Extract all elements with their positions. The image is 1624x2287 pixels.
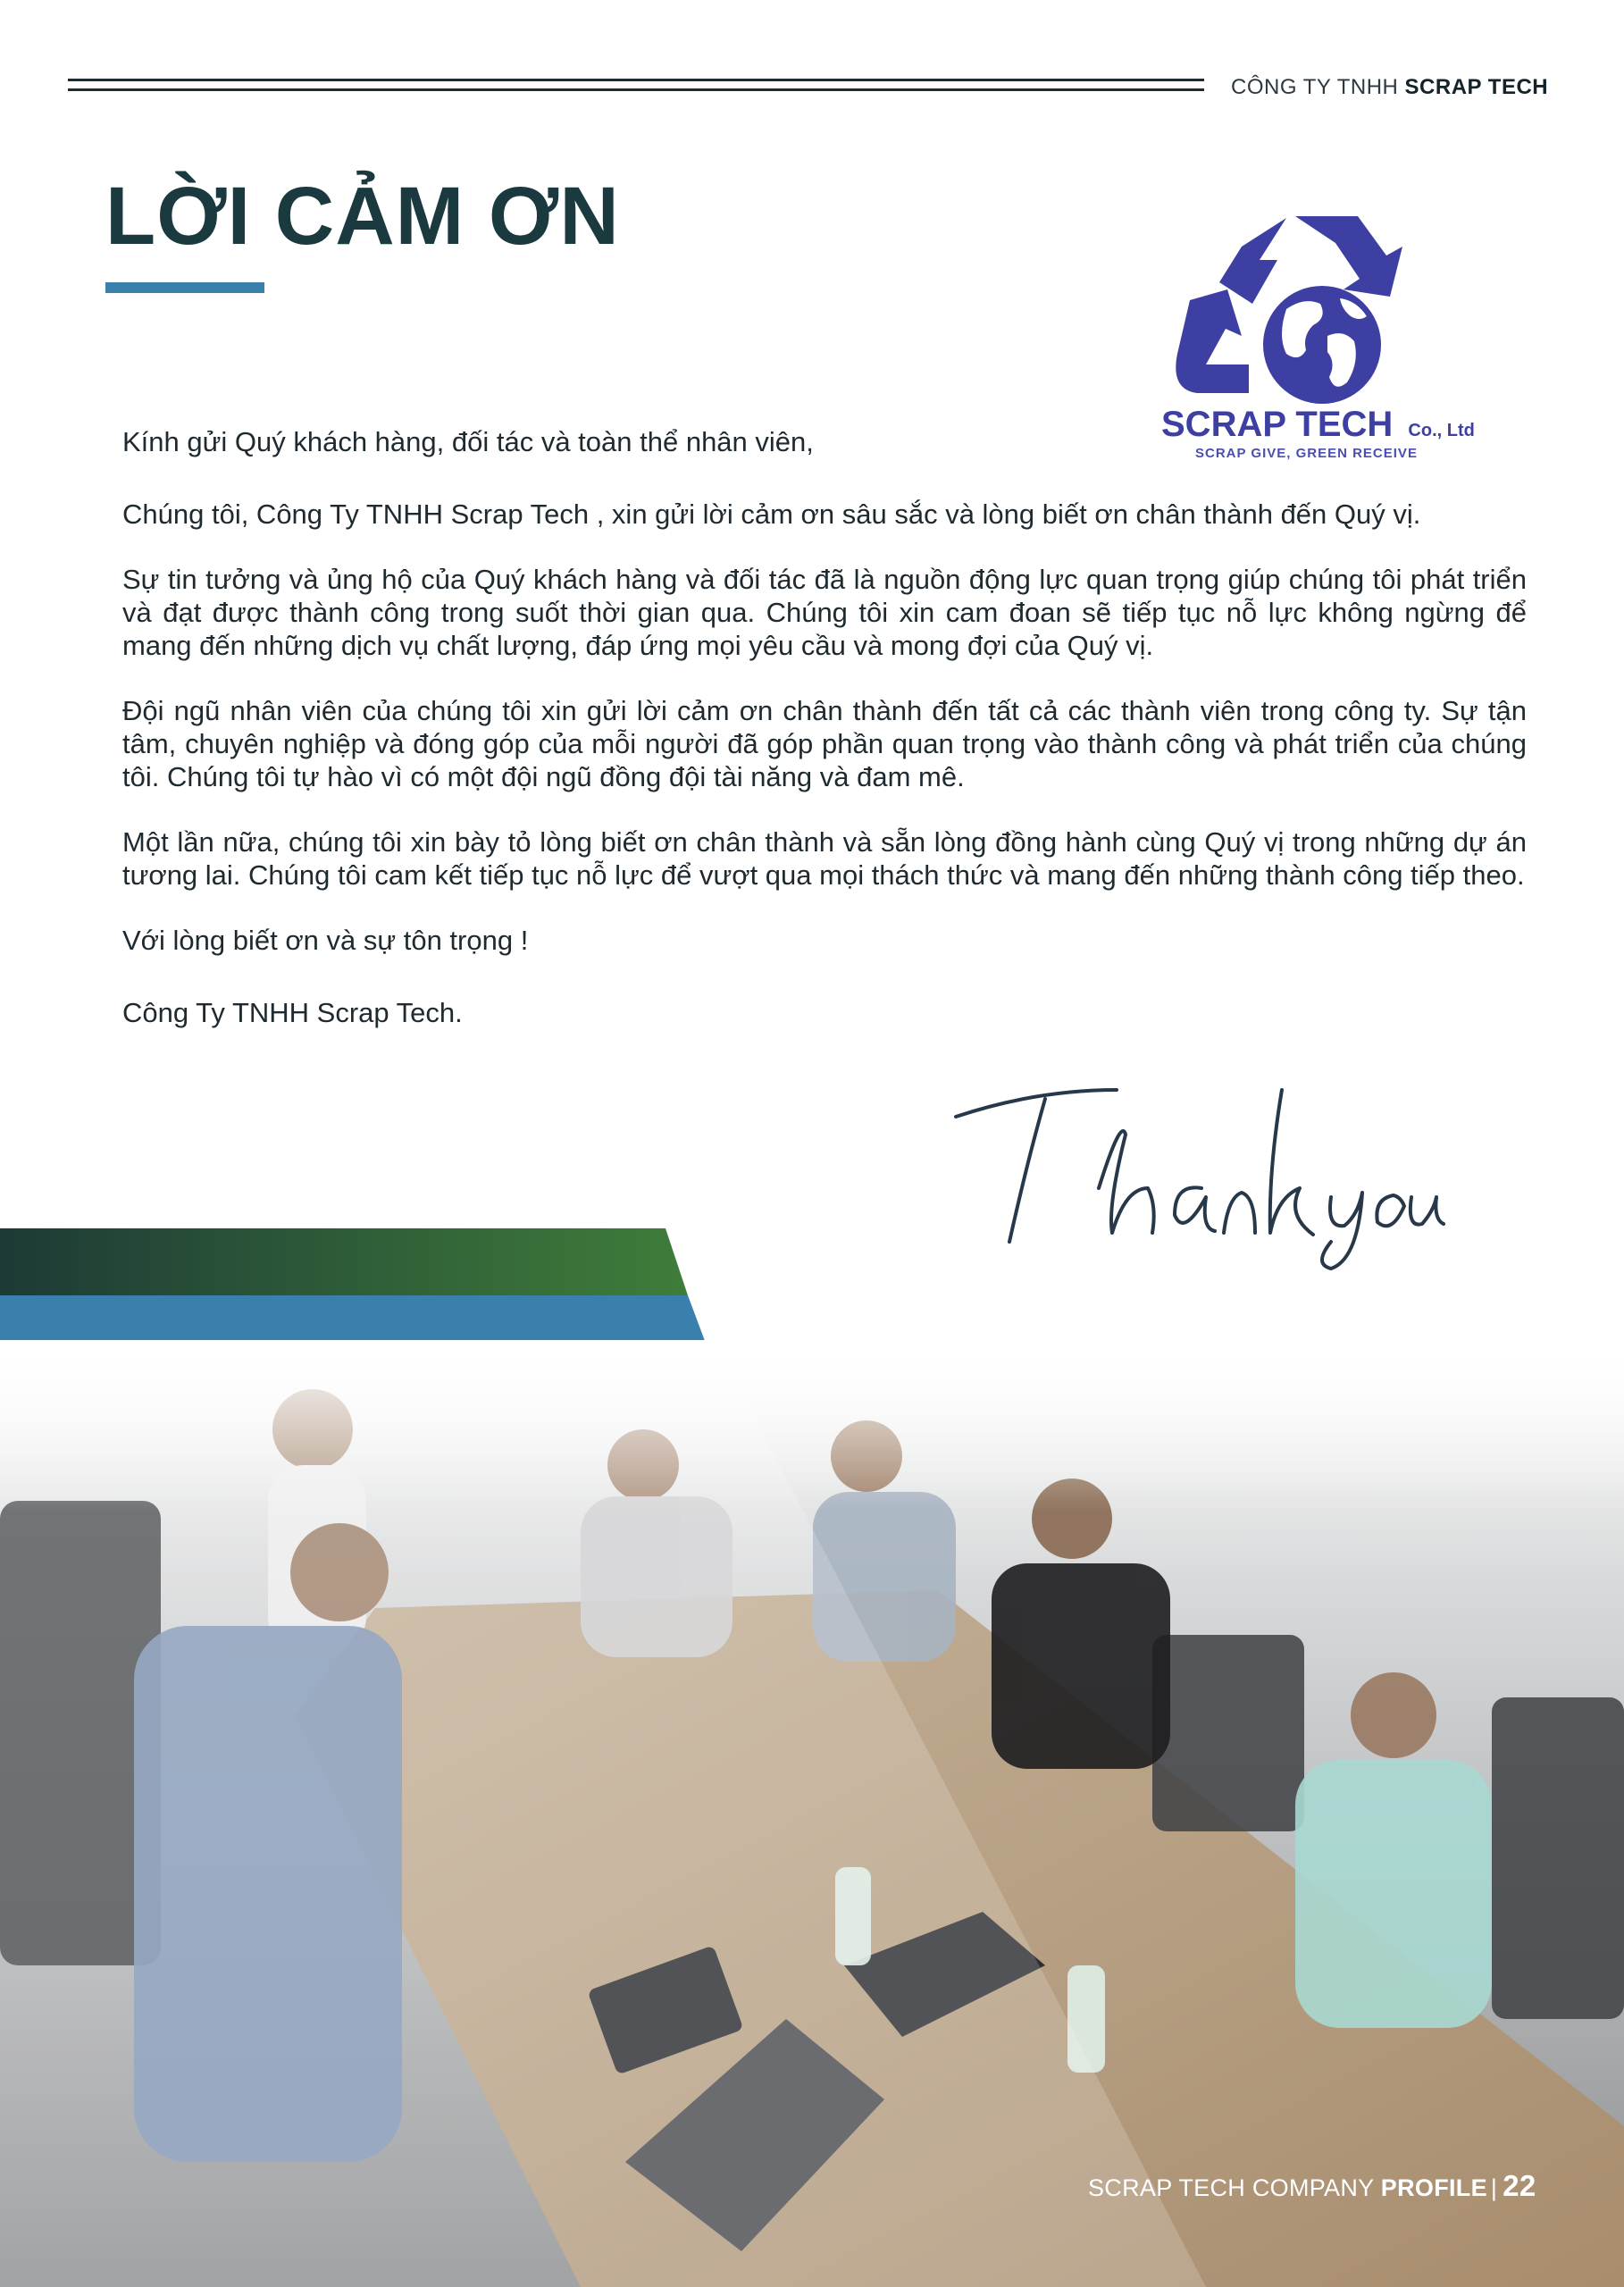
footer-separator: | — [1490, 2174, 1498, 2201]
letter-greeting: Kính gửi Quý khách hàng, đối tác và toàn thể nhân viên, — [122, 426, 814, 457]
title-underline — [105, 282, 264, 293]
letter-paragraph-4: Một lần nữa, chúng tôi xin bày tỏ lòng biết ơn chân thành và sẵn lòng đồng hành cùng Quý vị trong những dự án tương lai. Chúng tôi cam kết tiếp tục nỗ lực để vượt qua mọi thách thức và mang đến những thành công tiếp theo. — [122, 826, 1527, 891]
thank-you-signature — [947, 1063, 1447, 1278]
letter-body — [122, 425, 1527, 1029]
logo-slogan: SCRAP GIVE, GREEN RECEIVE — [1195, 446, 1418, 461]
meeting-photo — [0, 1340, 1624, 2287]
letter-paragraph-2: Sự tin tưởng và ủng hộ của Quý khách hàng và đối tác đã là nguồn động lực quan trọng giúp chúng tôi phát triển và đạt được thành công trong suốt thời gian qua. Chúng tôi xin cam đoan sẽ tiếp tục nỗ lực không ngừng để mang đến những dịch vụ chất lượng, đáp ứng mọi yêu cầu và mong đợi của Quý vị. — [122, 564, 1527, 661]
page-footer — [1088, 2169, 1536, 2203]
logo-name-suffix: Co., Ltd — [1408, 421, 1475, 440]
logo-name-main: SCRAP TECH — [1161, 405, 1394, 444]
letter-paragraph-3: Đội ngũ nhân viên của chúng tôi xin gửi lời cảm ơn chân thành đến tất cả các thành viên trong công ty. Sự tận tâm, chuyên nghiệp và đóng góp của mỗi người đã góp phần quan trọng vào thành công và phát triển của chúng tôi. Chúng tôi tự hào vì có một đội ngũ đồng đội tài năng và đam mê. — [122, 695, 1527, 792]
page-title: LỜI CẢM ƠN — [105, 171, 620, 262]
letter-paragraph-1: Chúng tôi, Công Ty TNHH Scrap Tech , xin gửi lời cảm ơn sâu sắc và lòng biết ơn chân thành đến Quý vị. — [122, 498, 1421, 530]
header-company — [1231, 75, 1548, 100]
header-company-prefix: CÔNG TY TNHH — [1231, 75, 1399, 99]
page-number: 22 — [1503, 2169, 1536, 2202]
header-company-bold: SCRAP TECH — [1404, 75, 1549, 99]
header-rule — [68, 79, 1204, 93]
letter-signoff: Công Ty TNHH Scrap Tech. — [122, 997, 463, 1028]
footer-prefix: SCRAP TECH COMPANY — [1088, 2174, 1374, 2201]
recycle-globe-icon — [1176, 216, 1402, 404]
letter-closing: Với lòng biết ơn và sự tôn trọng ! — [122, 925, 529, 956]
footer-bold: PROFILE — [1380, 2174, 1487, 2201]
signature-text: Thank you — [947, 1063, 951, 1064]
